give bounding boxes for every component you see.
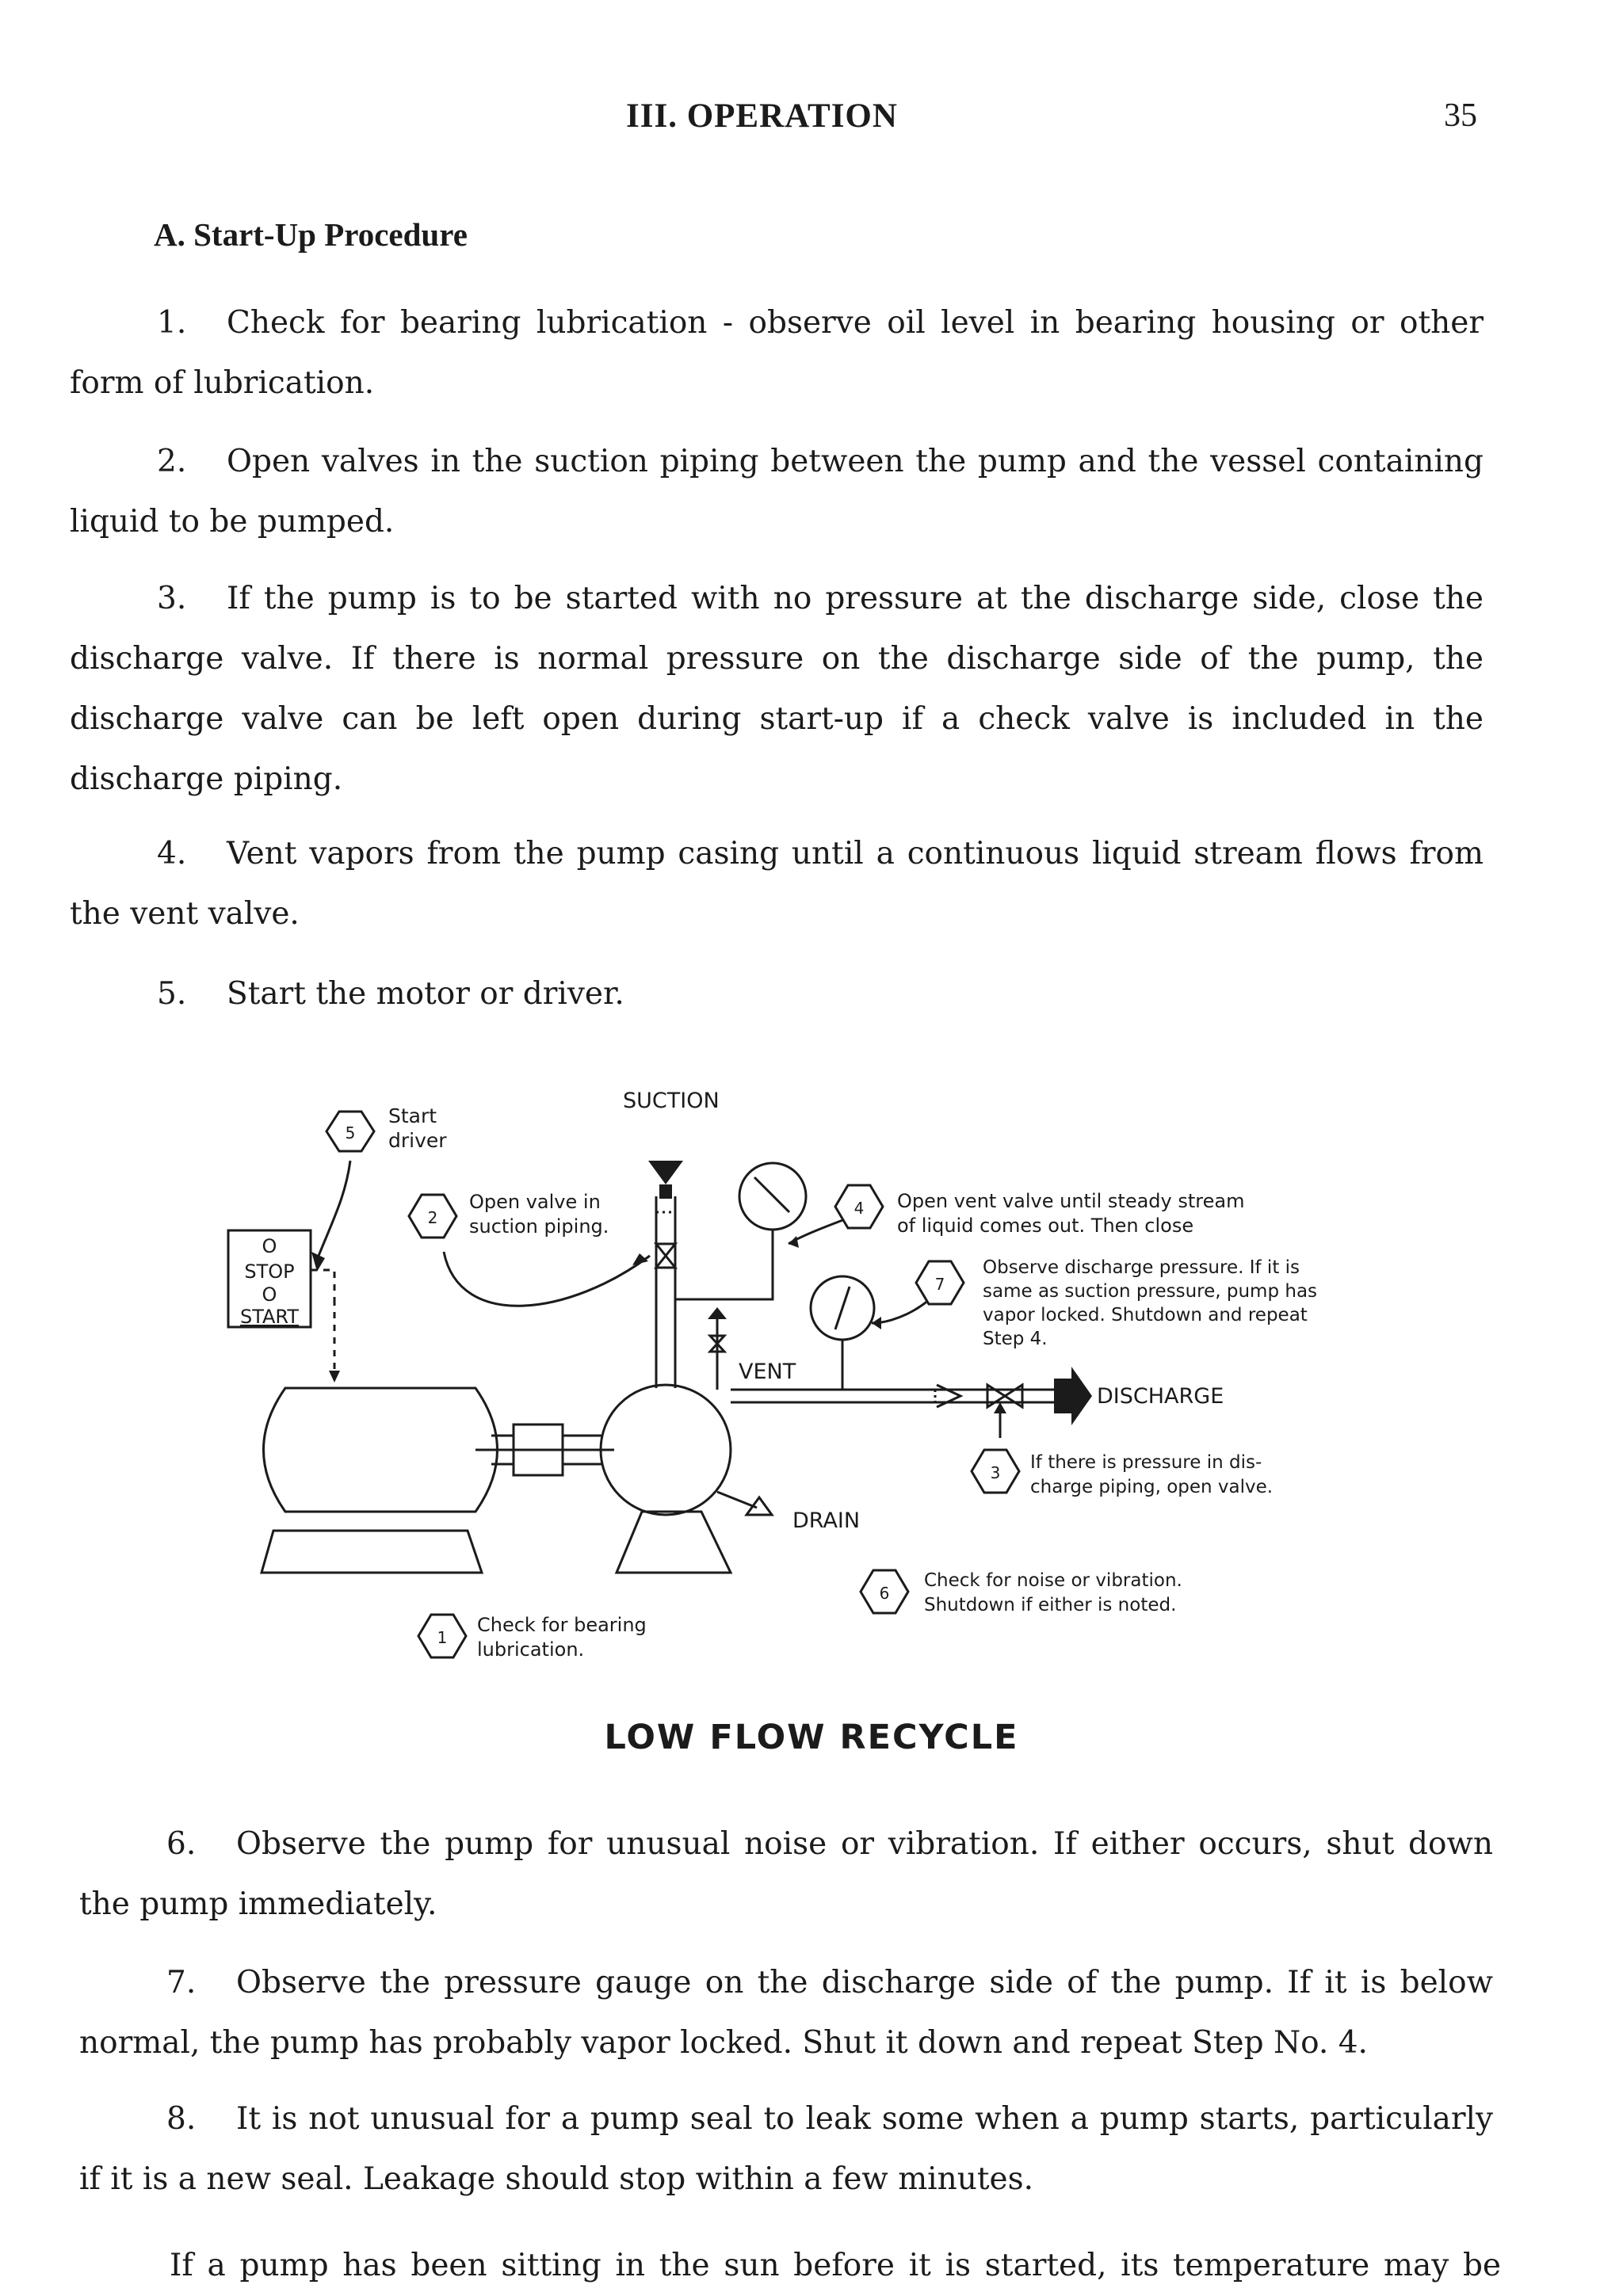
callout-3 xyxy=(972,1450,1273,1497)
svg-text:suction piping.: suction piping. xyxy=(469,1215,609,1238)
page-number: 35 xyxy=(1444,97,1477,134)
discharge-valve xyxy=(987,1385,1022,1407)
callout-5 xyxy=(327,1104,447,1152)
step-8: 8. It is not unusual for a pump seal to leak some when a pump starts, particularly if it is a new seal. Leakage should stop within a few minutes. xyxy=(79,2101,1493,2197)
switch-mark-start: O xyxy=(262,1283,277,1306)
svg-text:3: 3 xyxy=(990,1463,1001,1482)
svg-text:same as suction pressure, pump: same as suction pressure, pump has xyxy=(983,1281,1318,1302)
svg-text:Open vent valve until steady s: Open vent valve until steady stream xyxy=(897,1190,1245,1212)
svg-text:charge piping, open valve.: charge piping, open valve. xyxy=(1030,1477,1274,1497)
step-7: 7. Observe the pressure gauge on the discharge side of the pump. If it is below normal, the pump has probably vapor locked. Shut it down and repeat Step No. 4. xyxy=(79,1965,1493,2061)
callout-7 xyxy=(916,1257,1317,1349)
switch-start-label: START xyxy=(239,1306,300,1328)
svg-text:of liquid comes out. Then clo: of liquid comes out. Then close xyxy=(897,1215,1194,1237)
svg-text:2: 2 xyxy=(427,1208,438,1227)
motor-base xyxy=(262,1531,482,1573)
continuation-paragraph: If a pump has been sitting in the sun before it is started, its temperature may be xyxy=(170,2248,1501,2283)
svg-text:5: 5 xyxy=(345,1123,356,1142)
callout-4 xyxy=(835,1185,1244,1237)
svg-text:If there is pressure in dis-: If there is pressure in dis- xyxy=(1030,1452,1262,1473)
svg-text:Observe discharge pressure. I: Observe discharge pressure. If it is xyxy=(983,1257,1300,1278)
step-4: 4. Vent vapors from the pump casing until a continuous liquid stream flows from the vent valve. xyxy=(70,836,1484,932)
drain-label: DRAIN xyxy=(792,1508,861,1533)
svg-text:Start: Start xyxy=(388,1104,437,1127)
svg-text:7: 7 xyxy=(934,1275,945,1294)
motor-body xyxy=(264,1388,498,1512)
step-3: 3. If the pump is to be started with no pressure at the discharge side, close the discharge valve. If there is normal pressure on the discharge side of the pump, the discharge valve can be left open during start-up if a check valve is included in the discharge piping. xyxy=(70,581,1484,797)
switch-mark-stop: O xyxy=(262,1235,277,1257)
svg-text:6: 6 xyxy=(879,1584,890,1603)
suction-valve xyxy=(656,1244,675,1268)
vent-label: VENT xyxy=(739,1360,796,1384)
svg-text:Check for bearing: Check for bearing xyxy=(477,1614,647,1636)
step-2: 2. Open valves in the suction piping between the pump and the vessel containing liquid to be pumped. xyxy=(70,444,1484,540)
callout-6 xyxy=(861,1570,1182,1615)
callout-1 xyxy=(418,1614,647,1661)
svg-text:4: 4 xyxy=(854,1199,865,1218)
step-6: 6. Observe the pump for unusual noise or vibration. If either occurs, shut down the pump immediately. xyxy=(79,1826,1493,1922)
svg-text:1: 1 xyxy=(437,1628,448,1647)
section-heading: A. Start-Up Procedure xyxy=(154,216,468,253)
svg-text:Open valve in: Open valve in xyxy=(469,1191,601,1213)
svg-text:lubrication.: lubrication. xyxy=(477,1638,585,1661)
switch-stop-label: STOP xyxy=(244,1261,295,1283)
suction-label: SUCTION xyxy=(623,1089,720,1113)
svg-text:vapor locked. Shutdown and re: vapor locked. Shutdown and repeat xyxy=(983,1305,1308,1325)
step-1: 1. Check for bearing lubrication - observe oil level in bearing housing or other form of lubrication. xyxy=(70,305,1484,401)
step-5: 5. Start the motor or driver. xyxy=(157,976,624,1012)
vent-arrow xyxy=(708,1307,727,1319)
pump-base xyxy=(617,1512,731,1573)
svg-text:driver: driver xyxy=(388,1129,447,1152)
callout-2 xyxy=(409,1191,609,1238)
discharge-label: DISCHARGE xyxy=(1097,1384,1224,1409)
suction-arrow xyxy=(648,1161,683,1184)
chapter-title: III. OPERATION xyxy=(626,97,898,135)
pump-casing xyxy=(601,1385,731,1515)
discharge-arrow xyxy=(1054,1367,1092,1425)
check-valve xyxy=(937,1385,960,1407)
svg-text:Check for noise or vibration.: Check for noise or vibration. xyxy=(924,1570,1182,1591)
svg-text:Step 4.: Step 4. xyxy=(983,1329,1048,1349)
svg-text:Shutdown if either is noted.: Shutdown if either is noted. xyxy=(924,1595,1177,1615)
diagram-caption: LOW FLOW RECYCLE xyxy=(604,1718,1019,1757)
